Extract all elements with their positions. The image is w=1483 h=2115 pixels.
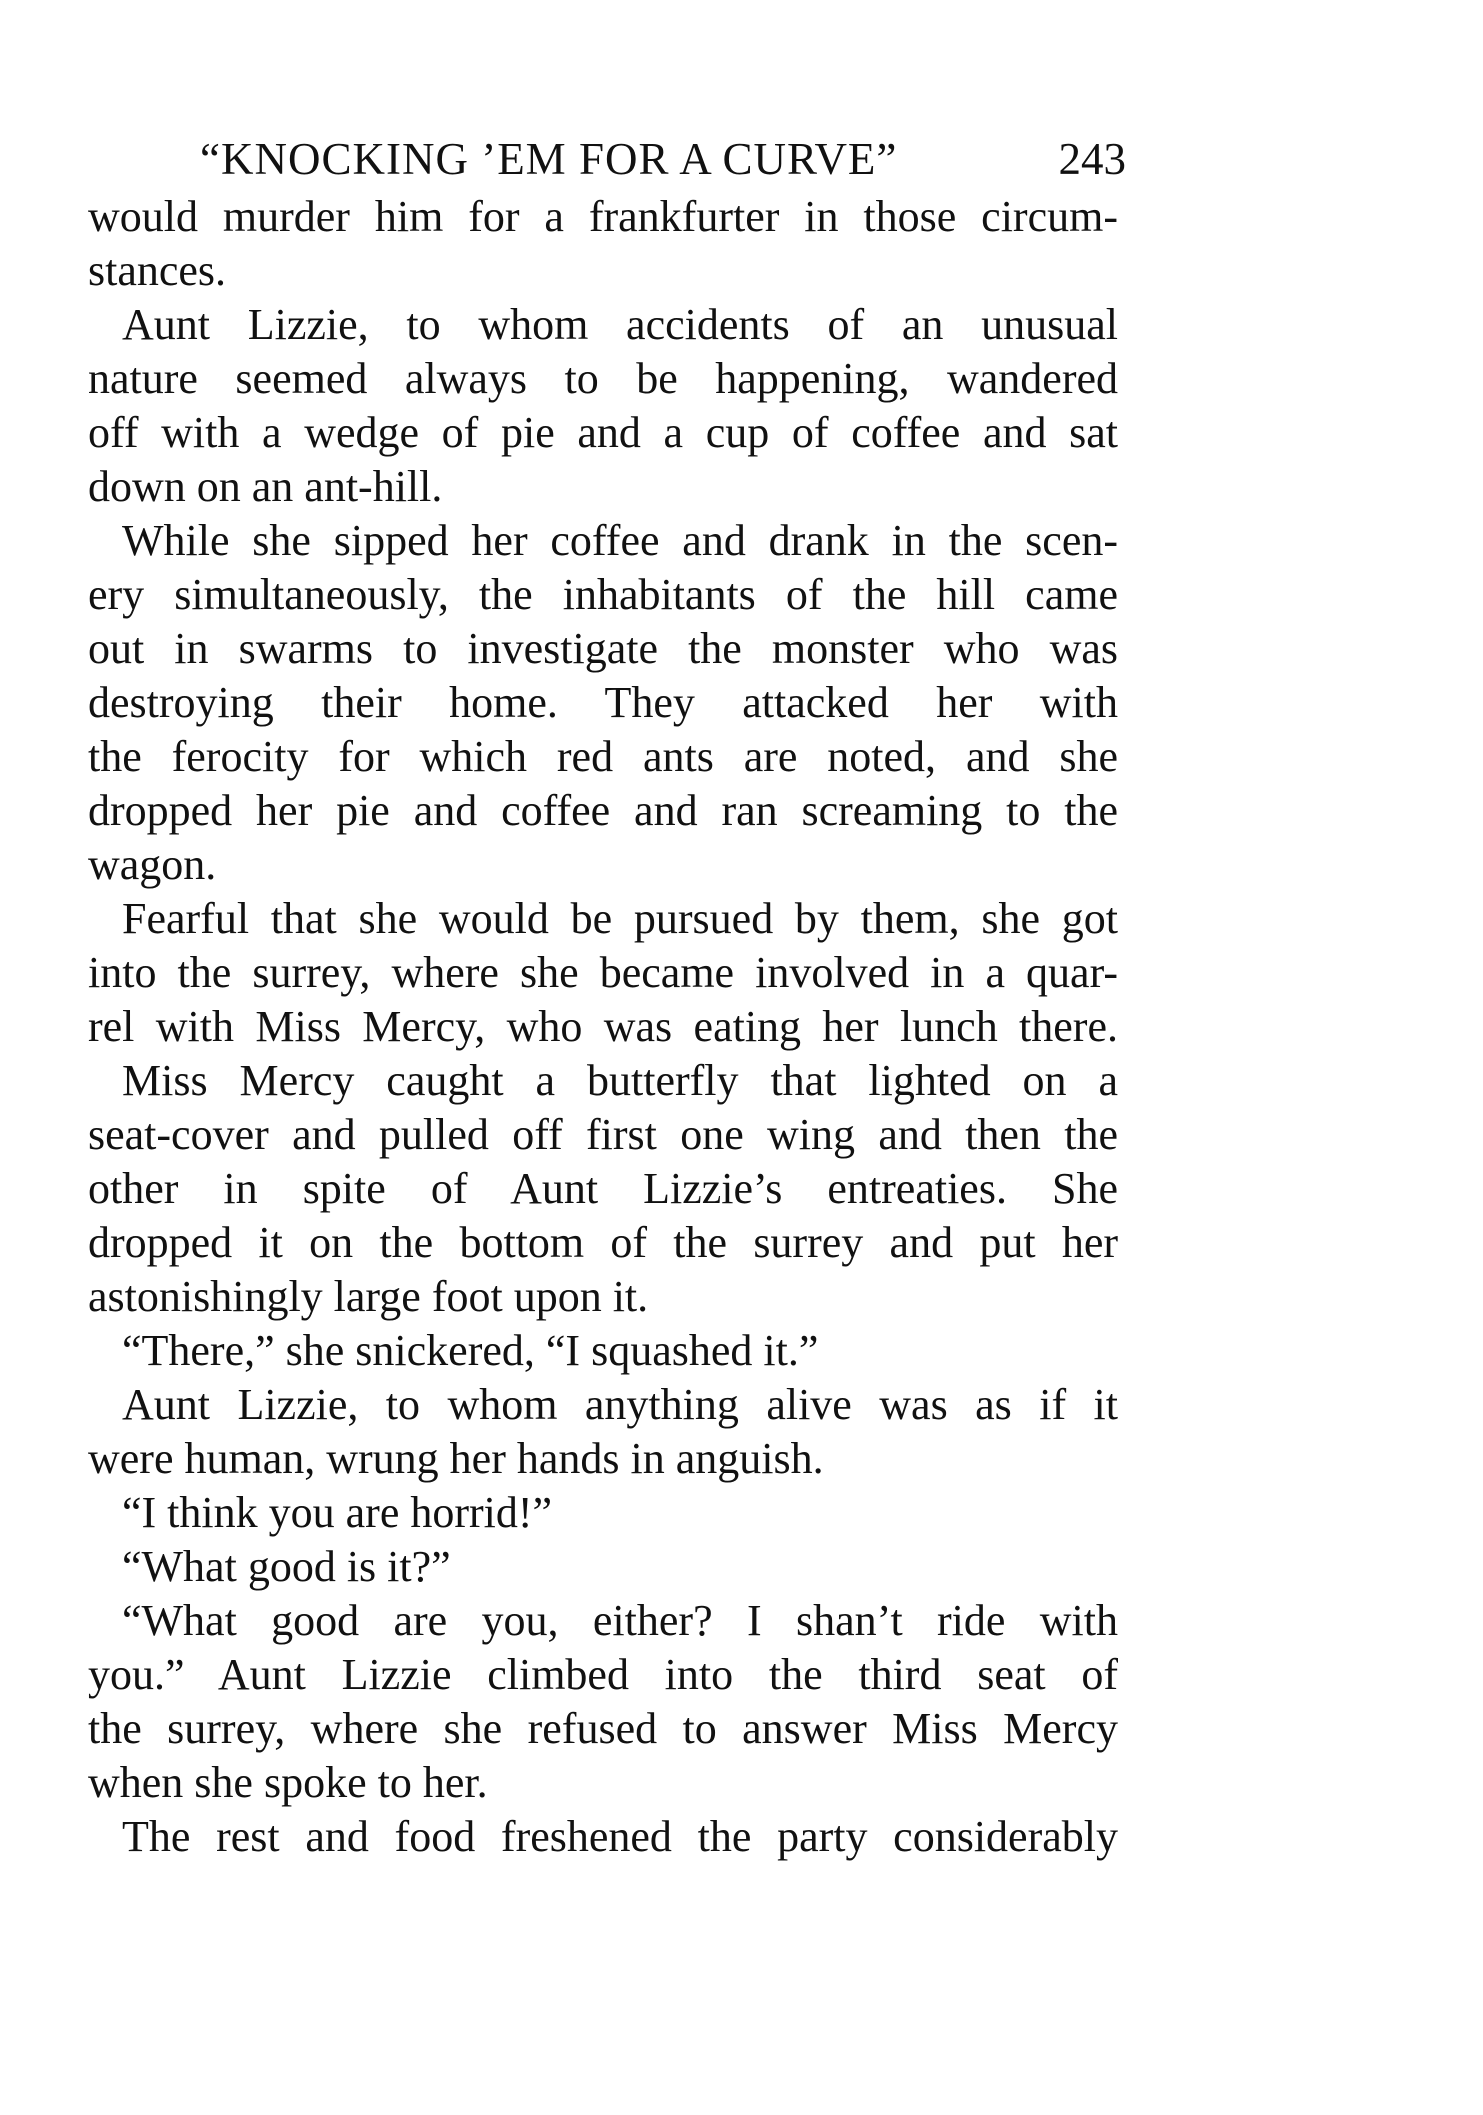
text-line: Aunt Lizzie, to whom anything alive was as if it (122, 1380, 1118, 1429)
text-line: into the surrey, where she became involved in a quar- (88, 948, 1118, 997)
text-line: were human, wrung her hands in anguish. (88, 1434, 824, 1483)
text-line: destroying their home. They attacked her with (88, 678, 1118, 727)
text-line: Aunt Lizzie, to whom accidents of an unusual (122, 300, 1118, 349)
body-text (88, 190, 1118, 1864)
text-line: “What good are you, either? I shan’t ride with (122, 1596, 1118, 1645)
text-line: other in spite of Aunt Lizzie’s entreaties. She (88, 1164, 1118, 1213)
text-line: when she spoke to her. (88, 1758, 488, 1807)
text-line: ery simultaneously, the inhabitants of the hill came (88, 570, 1118, 619)
text-line: would murder him for a frankfurter in those circum- (88, 192, 1118, 241)
text-line: off with a wedge of pie and a cup of coffee and sat (88, 408, 1118, 457)
text-line: the ferocity for which red ants are noted, and she (88, 732, 1118, 781)
text-line: stances. (88, 246, 227, 295)
text-line: you.” Aunt Lizzie climbed into the third seat of (88, 1650, 1118, 1699)
text-line: “I think you are horrid!” (122, 1488, 553, 1537)
running-head (88, 130, 1126, 188)
text-line: Fearful that she would be pursued by them, she got (122, 894, 1118, 943)
text-line: “There,” she snickered, “I squashed it.” (122, 1326, 819, 1375)
text-line: down on an ant-hill. (88, 462, 443, 511)
text-line: seat-cover and pulled off first one wing and then the (88, 1110, 1118, 1159)
text-line: dropped it on the bottom of the surrey and put her (88, 1218, 1118, 1267)
text-line: the surrey, where she refused to answer Miss Mercy (88, 1704, 1118, 1753)
running-title: “KNOCKING ’EM FOR A CURVE” (200, 134, 898, 184)
text-line: out in swarms to investigate the monster who was (88, 624, 1118, 673)
text-line: “What good is it?” (122, 1542, 451, 1591)
text-line: While she sipped her coffee and drank in the scen- (122, 516, 1118, 565)
page-number: 243 (1058, 134, 1126, 184)
text-line: astonishingly large foot upon it. (88, 1272, 649, 1321)
text-line: wagon. (88, 840, 217, 889)
text-line: rel with Miss Mercy, who was eating her lunch there. (88, 1002, 1118, 1051)
text-line: Miss Mercy caught a butterfly that lighted on a (122, 1056, 1118, 1105)
text-line: The rest and food freshened the party considerably (122, 1812, 1118, 1861)
text-line: nature seemed always to be happening, wandered (88, 354, 1118, 403)
text-line: dropped her pie and coffee and ran screaming to the (88, 786, 1118, 835)
book-page (88, 130, 1126, 1864)
